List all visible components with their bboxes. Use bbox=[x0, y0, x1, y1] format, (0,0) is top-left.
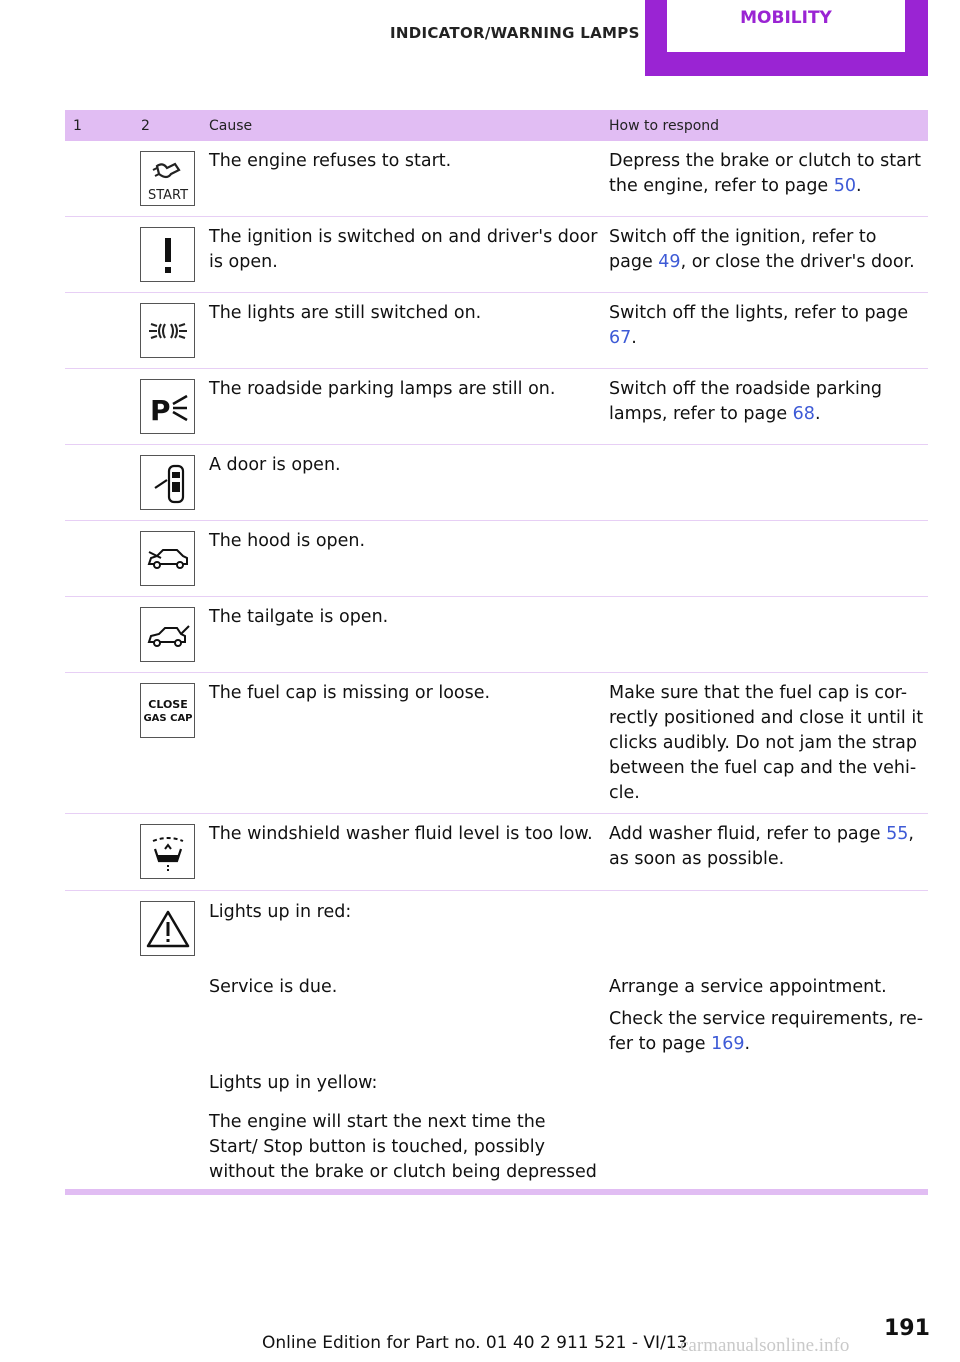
washer-fluid-icon bbox=[140, 824, 195, 879]
table-row bbox=[65, 814, 928, 891]
table-row bbox=[65, 673, 928, 814]
mobility-tab-label: MOBILITY bbox=[740, 8, 832, 28]
page-number: 191 bbox=[884, 1316, 930, 1341]
response-text: Add washer fluid, refer to page 55, as soon as possible. bbox=[609, 824, 914, 869]
cause-text: The tailgate is open. bbox=[209, 607, 389, 627]
cause-text: The ignition is switched on and driver's door is open. bbox=[209, 227, 598, 272]
response-text: Check the service requirements, re-fer to page 169. bbox=[609, 1009, 924, 1054]
mobility-tab bbox=[667, 0, 905, 52]
table-bottom-rule bbox=[65, 1189, 928, 1195]
table-row bbox=[65, 217, 928, 293]
table-row bbox=[65, 369, 928, 445]
header-section-title: INDICATOR/WARNING LAMPS bbox=[390, 24, 640, 42]
response-text: Switch off the ignition, refer to page 49, or close the driver's door. bbox=[609, 227, 915, 272]
svg-text:GAS CAP: GAS CAP bbox=[142, 712, 193, 724]
page-link[interactable]: 55 bbox=[886, 824, 909, 844]
page-link[interactable]: 67 bbox=[609, 328, 632, 348]
table-row bbox=[65, 597, 928, 673]
col-1-header: 1 bbox=[73, 118, 82, 134]
table-row bbox=[65, 141, 928, 217]
table-row bbox=[65, 445, 928, 521]
response-text: Depress the brake or clutch to start the engine, refer to page 50. bbox=[609, 151, 921, 196]
warning-triangle-icon bbox=[140, 901, 195, 956]
cause-text: The windshield washer fluid level is too low. bbox=[209, 824, 593, 844]
cause-text: The hood is open. bbox=[209, 531, 366, 551]
parking-lamps-icon bbox=[140, 379, 195, 434]
hood-open-icon bbox=[140, 531, 195, 586]
cause-text: Lights up in yellow: bbox=[209, 1073, 378, 1093]
table-row bbox=[65, 521, 928, 597]
svg-text:START: START bbox=[147, 187, 188, 203]
start-icon bbox=[140, 151, 195, 206]
col-respond-header: How to respond bbox=[609, 118, 720, 134]
cause-text: The roadside parking lamps are still on. bbox=[209, 379, 556, 399]
col-2-header: 2 bbox=[141, 118, 150, 134]
cause-text: A door is open. bbox=[209, 455, 341, 475]
indicator-table bbox=[65, 110, 928, 1191]
response-text: Arrange a service appointment. bbox=[609, 977, 887, 997]
col-cause-header: Cause bbox=[209, 118, 253, 134]
page-link[interactable]: 50 bbox=[833, 176, 857, 196]
cause-text: The fuel cap is missing or loose. bbox=[209, 683, 491, 703]
header-tab bbox=[645, 0, 928, 76]
cause-text: The engine will start the next time the Start/ Stop button is touched, possibly without the brake or clutch being depressed bbox=[209, 1112, 597, 1182]
cause-text: The lights are still switched on. bbox=[209, 303, 482, 323]
response-text: Make sure that the fuel cap is cor-rectly positioned and close it until it clicks audibly. Do not jam the strap between the fuel cap and the vehi-cle. bbox=[609, 683, 924, 803]
cause-text: The engine refuses to start. bbox=[209, 151, 452, 171]
page-link[interactable]: 49 bbox=[658, 252, 681, 272]
lights-icon bbox=[140, 303, 195, 358]
response-text: Switch off the roadside parking lamps, refer to page 68. bbox=[609, 379, 883, 424]
table-row bbox=[65, 293, 928, 369]
gas-cap-icon bbox=[140, 683, 195, 738]
door-open-icon bbox=[140, 455, 195, 510]
page-link[interactable]: 169 bbox=[711, 1034, 745, 1054]
watermark: carmanualsonline.info bbox=[680, 1335, 850, 1356]
response-text: Switch off the lights, refer to page 67. bbox=[609, 303, 909, 348]
page-link[interactable]: 68 bbox=[792, 404, 815, 424]
table-row bbox=[65, 891, 928, 1191]
cause-text: Service is due. bbox=[209, 977, 338, 997]
exclamation-icon bbox=[140, 227, 195, 282]
tailgate-open-icon bbox=[140, 607, 195, 662]
svg-text:P: P bbox=[149, 393, 171, 427]
svg-text:CLOSE: CLOSE bbox=[147, 697, 188, 711]
footer-text: Online Edition for Part no. 01 40 2 911 521 - VI/13 bbox=[262, 1333, 688, 1353]
table-header bbox=[65, 110, 928, 141]
cause-text: Lights up in red: bbox=[209, 902, 352, 922]
